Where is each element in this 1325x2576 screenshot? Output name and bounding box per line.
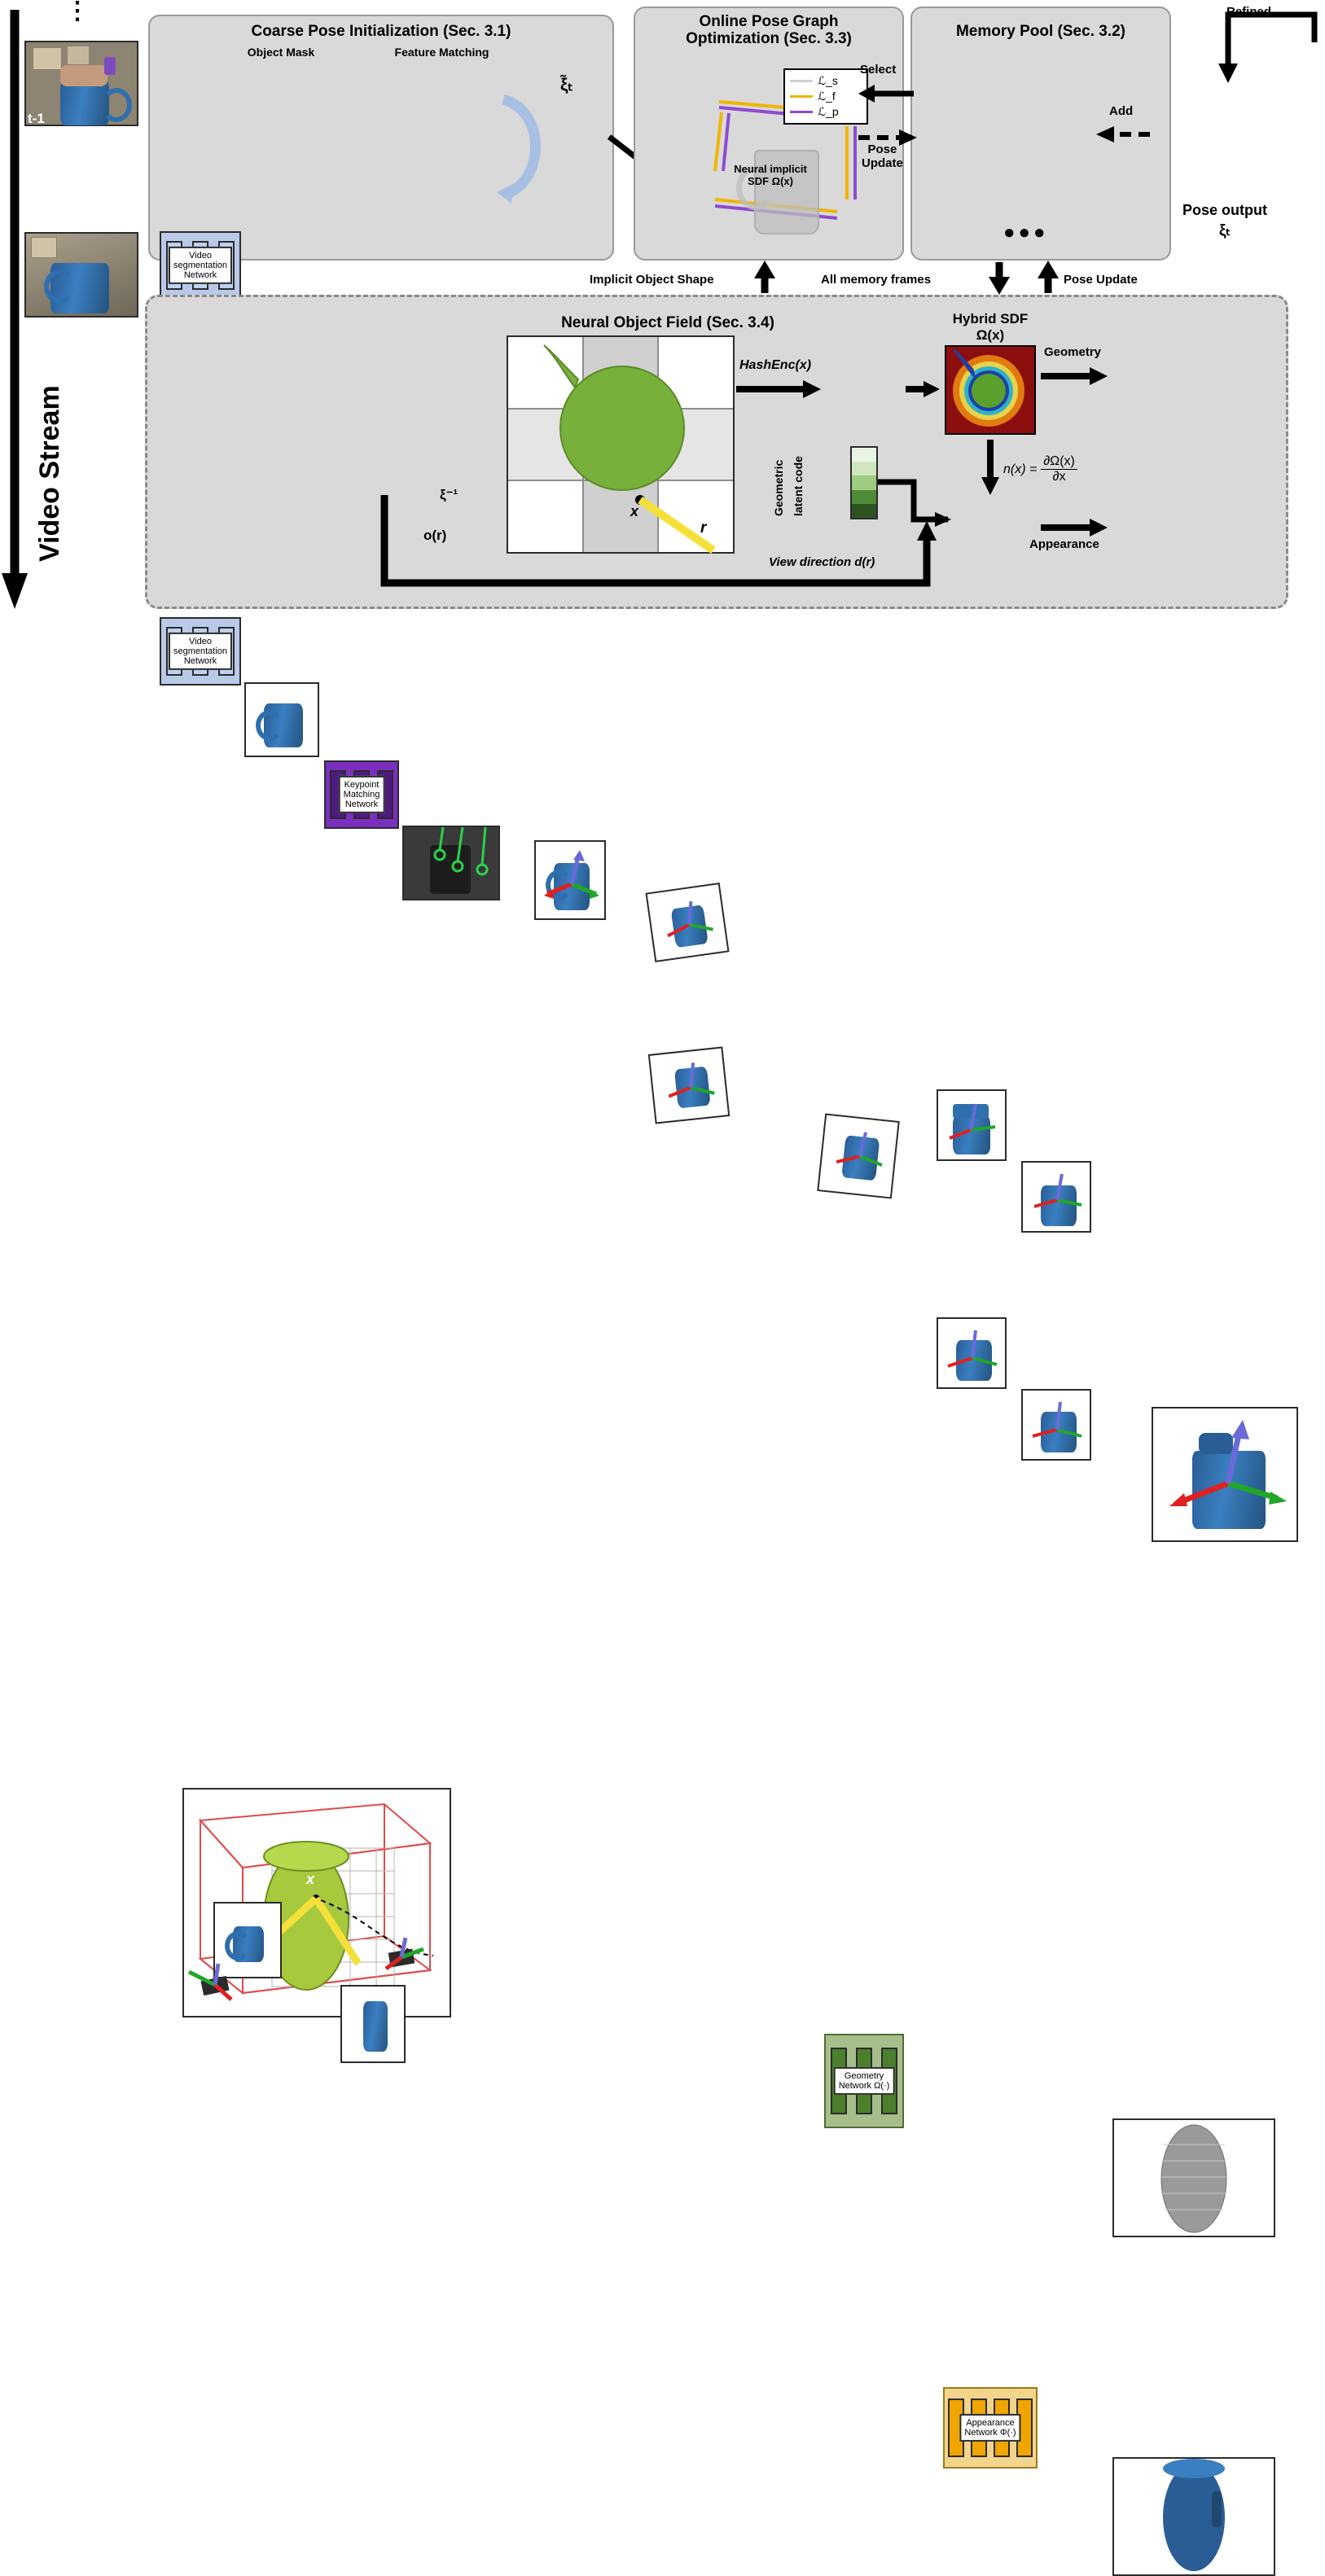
normal-equation-denominator: ∂x — [1052, 470, 1066, 484]
video-stream-label: Video Stream — [34, 385, 65, 562]
add-arrow — [1093, 124, 1161, 149]
hybrid-sdf-image — [945, 345, 1036, 435]
implicit-shape-arrow — [752, 261, 777, 299]
pose-update-label: Pose Update — [862, 142, 903, 170]
video-segmentation-network-2 — [160, 617, 241, 686]
field-ray-label: r — [700, 519, 707, 537]
view-direction-label: View direction d(r) — [769, 555, 875, 569]
pgo-title: Online Pose Graph Optimization (Sec. 3.3) — [686, 13, 852, 48]
select-arrow — [853, 81, 917, 110]
pgo-frame-left — [648, 1046, 730, 1124]
geometry-network-label: Geometry Network Ω(·) — [834, 2067, 895, 2095]
video-segmentation-network-2-label: Video segmentation Network — [169, 633, 232, 670]
hybrid-sdf-symbol: Ω(x) — [976, 327, 1005, 343]
appearance-output-label: Appearance — [1029, 537, 1099, 551]
feature-matching-image-2 — [402, 826, 500, 900]
geometry-network — [824, 2034, 904, 2128]
frame-label-t: t — [121, 210, 125, 226]
geometry-output-label: Geometry — [1044, 345, 1102, 359]
memory-frame-2 — [1021, 1161, 1091, 1233]
volume-point-label: x — [306, 1871, 315, 1887]
appearance-network-label: Appearance Network Φ(·) — [959, 2414, 1020, 2442]
latent-code-label-2: latent code — [792, 456, 805, 516]
pose-output-image — [1152, 1407, 1298, 1542]
geometry-output-arrow — [1041, 365, 1109, 392]
legend-item-ls: ℒ_s — [790, 73, 860, 89]
memory-frame-1 — [937, 1089, 1007, 1161]
memory-pool-dots: ●●● — [1003, 221, 1049, 243]
normal-equation-lhs: n(x) = — [1003, 462, 1038, 476]
neural-sdf-shape — [743, 138, 827, 236]
object-volume-visualization — [182, 1788, 451, 2017]
normal-equation-numerator: ∂Ω(x) — [1041, 454, 1077, 470]
field-point-label: x — [630, 503, 639, 519]
pose-update-right-arrow — [1036, 261, 1060, 299]
all-memory-frames-label: All memory frames — [821, 273, 932, 287]
select-label: Select — [860, 63, 897, 77]
neural-sdf-label: Neural implicit SDF Ω(x) — [734, 163, 807, 187]
memory-frame-4 — [1021, 1389, 1091, 1461]
object-mask-image-2 — [244, 682, 319, 757]
ray-origin-label: o(r) — [423, 528, 447, 543]
coarse-pose-symbol: ξ̃ₜ — [560, 76, 573, 94]
legend-item-lp: ℒ_p — [790, 104, 860, 120]
pose-inverse-label: ξ⁻¹ — [440, 487, 458, 502]
pose-output-symbol: ξₜ — [1218, 222, 1231, 239]
normal-arrow — [979, 440, 1002, 501]
neural-object-field-title: Neural Object Field (Sec. 3.4) — [561, 314, 774, 331]
legend-item-lf: ℒ_f — [790, 89, 860, 104]
add-label: Add — [1109, 104, 1134, 118]
keypoint-matching-network-2 — [324, 760, 399, 829]
pose-output-title: Pose output — [1182, 202, 1267, 218]
appearance-result-image — [1112, 2457, 1275, 2576]
geometry-result-image — [1112, 2118, 1275, 2237]
video-segmentation-network-1-label: Video segmentation Network — [169, 247, 232, 284]
pose-update-right-label: Pose Update — [1064, 273, 1138, 287]
feature-matching-label: Feature Matching — [394, 46, 489, 59]
latent-code-label: Geometric — [772, 459, 785, 516]
appearance-network — [943, 2387, 1038, 2469]
coarse-pose-title: Coarse Pose Initialization (Sec. 3.1) — [251, 23, 511, 40]
hybrid-sdf-title: Hybrid SDF — [952, 311, 1029, 326]
pgo-frame-top — [645, 883, 729, 962]
refined-label: Refined — [1226, 5, 1272, 19]
frame-label-t-1: t-1 — [28, 111, 45, 126]
coarse-pose-output-image — [534, 840, 606, 920]
refined-arrow — [1140, 10, 1319, 89]
matching-loop-arrow — [498, 90, 564, 212]
video-frame-t — [24, 232, 138, 318]
video-segmentation-network-1 — [160, 231, 241, 300]
hashenc-arrow — [736, 378, 823, 405]
all-memory-frames-arrow — [987, 261, 1011, 299]
frame-dots: ⋮ — [65, 0, 90, 24]
memory-frame-3 — [937, 1317, 1007, 1389]
hashenc-label: HashEnc(x) — [739, 358, 812, 372]
memory-pool-title: Memory Pool (Sec. 3.2) — [955, 23, 1125, 40]
implicit-shape-label: Implicit Object Shape — [590, 273, 714, 287]
geometry-to-sdf-arrow — [906, 378, 941, 405]
pgo-frame-right — [817, 1113, 900, 1198]
normal-equation — [1003, 454, 1077, 484]
object-mask-label: Object Mask — [247, 46, 315, 59]
keypoint-matching-network-2-label: Keypoint Matching Network — [339, 776, 385, 813]
